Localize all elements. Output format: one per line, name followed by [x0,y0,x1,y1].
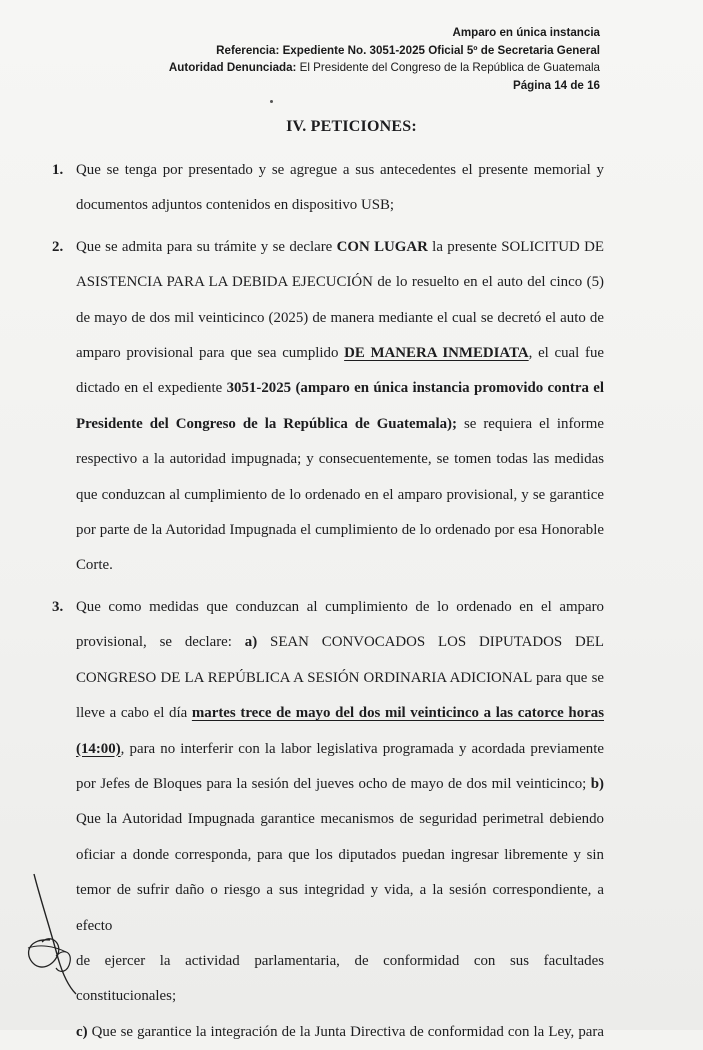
petition-item-3 [52,590,604,1050]
item-line: de ejercer la actividad parlamentaria, de conformidad con sus facultades constitucionales; [76,952,604,1005]
item-line: (14:00), para no interferir con la labor legislativa programada y acordada previamente [76,740,604,757]
item-line: provisional, se declare: a) SEAN CONVOCADOS LOS DIPUTADOS DEL [76,634,604,651]
header-reference: Referencia: Expediente No. 3051-2025 Oficial 5º de Secretaria General [216,43,600,57]
item-line: Que como medidas que conduzcan al cumplimiento de lo ordenado en el amparo [76,598,604,615]
item-line: que conduzcan al cumplimiento de lo ordenado en el amparo provisional, y se garantice [76,486,604,503]
item-line: amparo provisional para que sea cumplido DE MANERA INMEDIATA, el cual fue [76,345,604,362]
item-line: de mayo de dos mil veinticinco (2025) de manera mediante el cual se decretó el auto de [76,309,604,326]
item-number: 2. [52,238,64,255]
header-authority: Autoridad Denunciada: El Presidente del Congreso de la República de Guatemala [168,61,600,74]
page-number: Página 14 de 16 [513,78,600,92]
item-line: documentos adjuntos contenidos en dispositivo USB; [76,197,395,214]
page-header [169,24,600,94]
petitions-body [52,153,604,1050]
item-line: respectivo a la autoridad impugnada; y consecuentemente, se tomen todas las medidas [76,451,604,468]
item-line: Que la Autoridad Impugnada garantice mecanismos de seguridad perimetral debiendo [76,811,604,828]
item-line: c) Que se garantice la integración de la Junta Directiva de conformidad con la Ley, para [76,1023,604,1040]
item-line: dictado en el expediente 3051-2025 (amparo en única instancia promovido contra el [76,380,604,397]
item-line: por Jefes de Bloques para la sesión del jueves ocho de mayo de dos mil veinticinco; b) [76,775,604,792]
item-line: Que se admita para su trámite y se declare CON LUGAR la presente SOLICITUD DE [76,238,604,255]
petition-item-2 [52,230,604,584]
header-case-type: Amparo en única instancia [452,26,600,39]
item-line: Corte. [76,557,113,574]
item-line: lleve a cabo el día martes trece de mayo del dos mil veinticinco a las catorce horas [76,705,604,722]
item-line: Que se tenga por presentado y se agregue a sus antecedentes el presente memorial y [76,162,604,178]
item-number: 3. [52,598,64,615]
petition-item-1 [52,153,604,224]
item-line: oficiar a donde corresponda, para que los diputados puedan ingresar libremente y sin [76,846,604,863]
item-number: 1. [52,162,64,178]
handwritten-signature-icon [20,868,100,998]
ink-dot [270,100,273,103]
item-line: por parte de la Autoridad Impugnada el cumplimiento de lo ordenado por esa Honorable [76,522,604,539]
item-line: temor de sufrir daño o riesgo a sus integridad y vida, a la sesión correspondiente, a efecto [76,882,604,934]
item-line: CONGRESO DE LA REPÚBLICA A SESIÓN ORDINARIA ADICIONAL para que se [76,669,604,686]
item-line: Presidente del Congreso de la República de Guatemala); se requiera el informe [76,415,604,432]
item-line: ASISTENCIA PARA LA DEBIDA EJECUCIÓN de lo resuelto en el auto del cinco (5) [76,274,604,291]
section-title: IV. PETICIONES: [286,118,417,135]
